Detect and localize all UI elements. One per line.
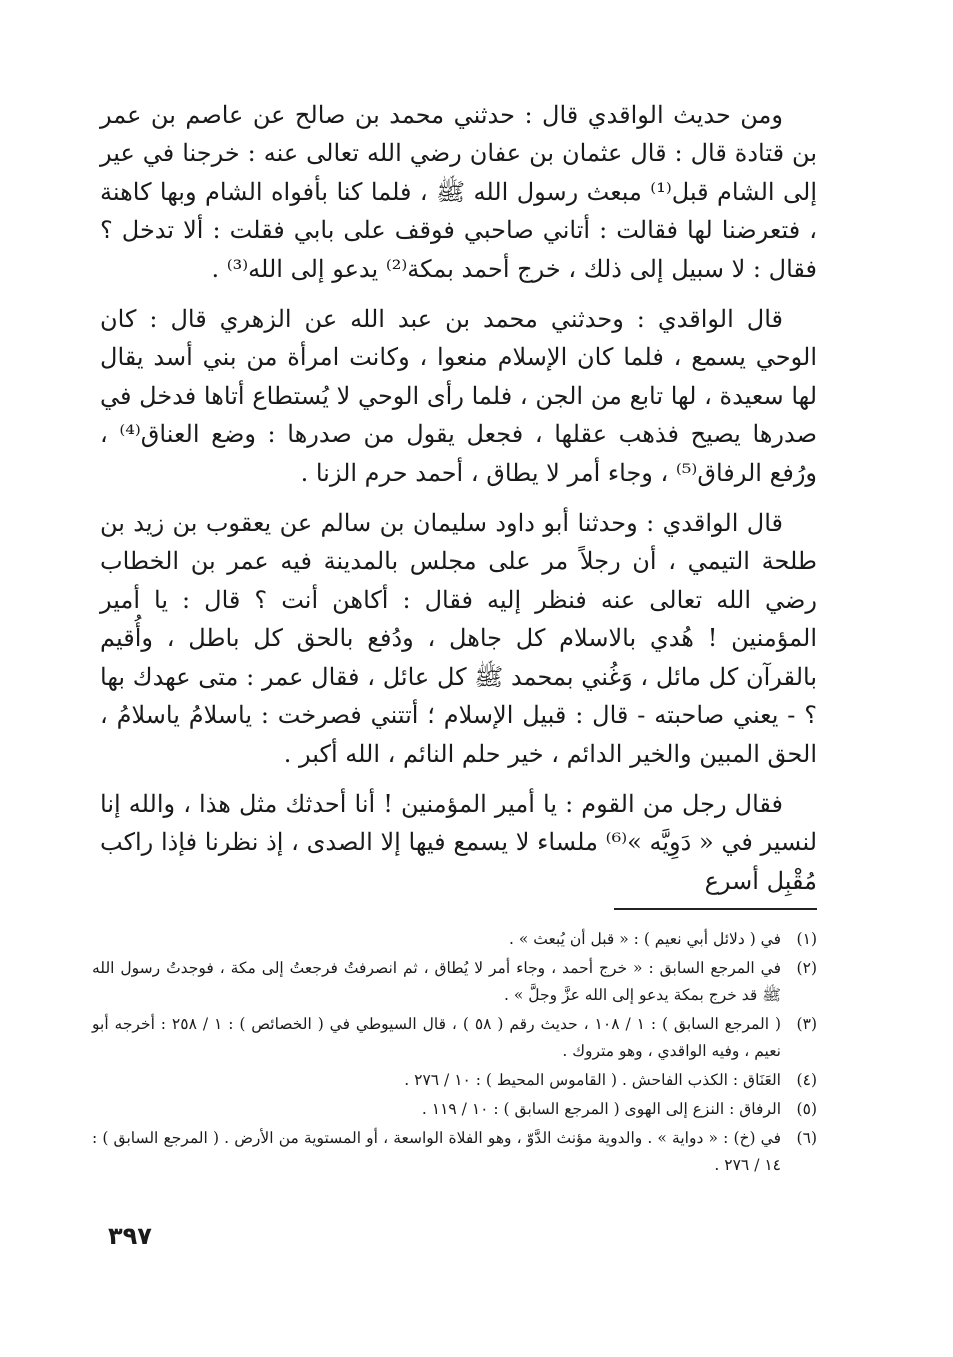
footnote-text: الرفاق : النزع إلى الهوى ( المرجع السابق ) : ١٠ / ١١٩ . bbox=[421, 1100, 781, 1118]
footnote bbox=[92, 1067, 817, 1094]
footnote-number: (٥) bbox=[796, 1100, 817, 1118]
footnote-text: في المرجع السابق : « خرج أحمد ، وجاء أمر لا يُطاق ، ثم انصرفتُ فرجعتُ إلى مكة ، فوجدتُ رسول الله ﷺ قد خرج بمكة يدعو إلى الله عزَّ وجلَّ » . bbox=[92, 959, 781, 1004]
footnote bbox=[92, 1125, 817, 1179]
footnote bbox=[92, 1011, 817, 1065]
page-number: ٣٩٧ bbox=[108, 1222, 152, 1250]
paragraph-3: قال الواقدي : وحدثنا أبو داود سليمان بن سالم عن يعقوب بن زيد بن طلحة التيمي ، أن رجلاً مر على مجلس بالمدينة فيه عمر بن الخطاب رضي الله تعالى عنه فنظر إليه فقال : أكاهن أنت ؟ قال : يا أمير المؤمنين ! هُدي بالاسلام كل جاهل ، ودُفع بالحق كل باطل ، وأُقيم بالقرآن كل مائل ، وَغُني بمحمد ﷺ كل عائل ، فقال عمر : متى عهدك بها ؟ - يعني صاحبته - قال : قبيل الإسلام ؛ أتتني فصرخت : ياسلامُ ياسلامُ ، الحق المبين والخير الدائم ، خير حلم النائم ، الله أكبر . bbox=[100, 509, 817, 768]
main-text bbox=[100, 96, 817, 912]
footnote bbox=[92, 955, 817, 1009]
footnote-text: في ( دلائل أبي نعيم ) : « قبل أن يُبعث » . bbox=[509, 930, 781, 948]
paragraph-1: ومن حديث الواقدي قال : حدثني محمد بن صالح عن عاصم بن عمر بن قتادة قال : قال عثمان بن عفان رضي الله تعالى عنه : خرجنا في عير إلى الشام قبل⁽¹⁾ مبعث رسول الله ﷺ ، فلما كنا بأفواه الشام وبها كاهنة ، فتعرضنا لها فقالت : أتاني صاحبي فوقف على بابي فقلت : ألا تدخل ؟ فقال : لا سبيل إلى ذلك ، خرج أحمد بمكة⁽²⁾ يدعو إلى الله⁽³⁾ . bbox=[100, 101, 817, 283]
footnote-number: (٦) bbox=[796, 1129, 817, 1147]
footnote-text: في (خ) : « دواية » . والدوية مؤنث الدَّوّ ، وهو الفلاة الواسعة ، أو المستوية من الأرض . ( المرجع السابق ) : ١٤ / ٢٧٦ . bbox=[92, 1129, 781, 1174]
footnote-number: (٢) bbox=[796, 959, 817, 977]
footnote-number: (٣) bbox=[796, 1015, 817, 1033]
footnote-text: العَنَاق : الكذب الفاحش . ( القاموس المحيط ) : ١٠ / ٢٧٦ . bbox=[404, 1071, 781, 1089]
paragraph-2: قال الواقدي : وحدثني محمد بن عبد الله عن الزهري قال : كان الوحي يسمع ، فلما كان الإسلام منعوا ، وكانت امرأة من بني أسد يقال لها سعيدة ، لها تابع من الجن ، فلما رأى الوحي لا يُستطاع أتاها فدخل في صدرها يصيح فذهب عقلها ، فجعل يقول من صدرها : وضع العناق⁽⁴⁾ ، ورُفع الرفاق⁽⁵⁾ ، وجاء أمر لا يطاق ، أحمد حرم الزنا . bbox=[100, 305, 818, 487]
footnote bbox=[92, 1096, 817, 1123]
footnote-separator bbox=[614, 908, 817, 910]
footnote bbox=[92, 926, 817, 953]
footnotes bbox=[92, 926, 817, 1181]
footnote-text: ( المرجع السابق ) : ١ / ١٠٨ ، حديث رقم ( ٥٨ ) ، قال السيوطي في ( الخصائص ) : ١ / ٢٥٨ : أخرجه أبو نعيم ، وفيه الواقدي ، وهو متروك . bbox=[92, 1015, 781, 1060]
footnote-number: (١) bbox=[796, 930, 817, 948]
paragraph-4: فقال رجل من القوم : يا أمير المؤمنين ! أنا أحدثك مثل هذا ، والله إنا لنسير في « دَوِيَّه »⁽⁶⁾ ملساء لا يسمع فيها إلا الصدى ، إذ نظرنا فإذا راكب مُقْبِل أسرع bbox=[100, 789, 818, 895]
footnote-number: (٤) bbox=[796, 1071, 817, 1089]
